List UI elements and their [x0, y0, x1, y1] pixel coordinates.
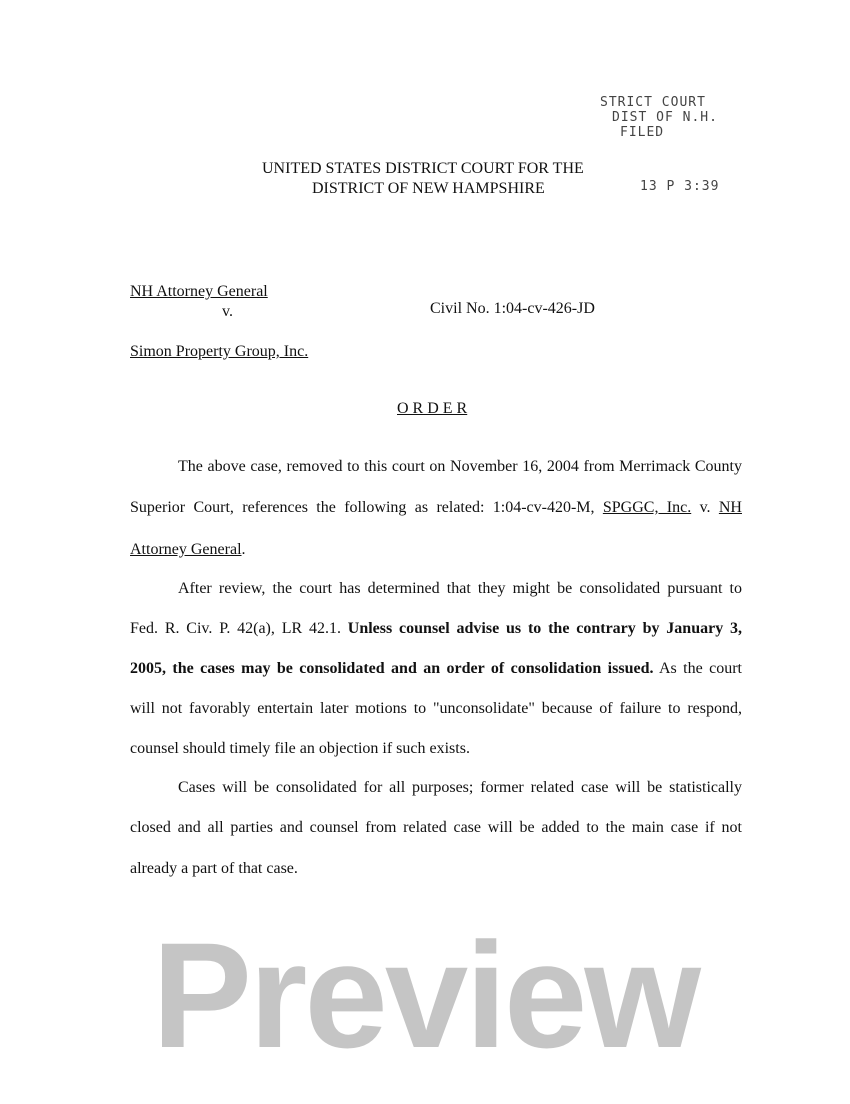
plaintiff: NH Attorney General — [130, 283, 268, 300]
preview-watermark: Preview — [151, 911, 699, 1079]
court-header-line2: DISTRICT OF NEW HAMPSHIRE — [312, 180, 545, 197]
body-line: Fed. R. Civ. P. 42(a), LR 42.1. Unless counsel advise us to the contrary by January 3, — [130, 620, 743, 637]
case-ref: SPGGC, Inc. — [602, 499, 692, 516]
body-line: After review, the court has determined that they might be consolidated pursuant to — [178, 580, 742, 597]
stamp-line: DIST OF N.H. — [612, 110, 718, 125]
body-line: counsel should timely file an objection if such exists. — [130, 740, 470, 757]
body-line: Cases will be consolidated for all purposes; former related case will be statistically — [178, 779, 742, 796]
defendant: Simon Property Group, Inc. — [130, 343, 309, 360]
civil-number: Civil No. 1:04-cv-426-JD — [430, 300, 595, 317]
body-line: The above case, removed to this court on November 16, 2004 from Merrimack County — [178, 458, 742, 475]
case-ref: Attorney General — [130, 541, 242, 558]
case-ref: NH — [718, 499, 742, 516]
body-line: closed and all parties and counsel from related case will be added to the main case if not — [130, 819, 742, 836]
order-title: O R D E R — [397, 400, 468, 417]
versus: v. — [222, 303, 233, 320]
body-line: already a part of that case. — [130, 860, 298, 877]
body-line: Superior Court, references the following as related: 1:04-cv-420-M, SPGGC, Inc. v. NH — [130, 499, 742, 516]
body-line: will not favorably entertain later motions to "unconsolidate" because of failure to respond, — [130, 700, 742, 717]
stamp-line: 13 P 3:39 — [640, 179, 720, 194]
body-line: 2005, the cases may be consolidated and an order of consolidation issued. As the court — [130, 660, 743, 677]
body-line: Attorney General. — [130, 541, 246, 558]
court-header-line1: UNITED STATES DISTRICT COURT FOR THE — [262, 160, 584, 177]
stamp-line: STRICT COURT — [600, 95, 706, 110]
stamp-line: FILED — [620, 125, 665, 140]
